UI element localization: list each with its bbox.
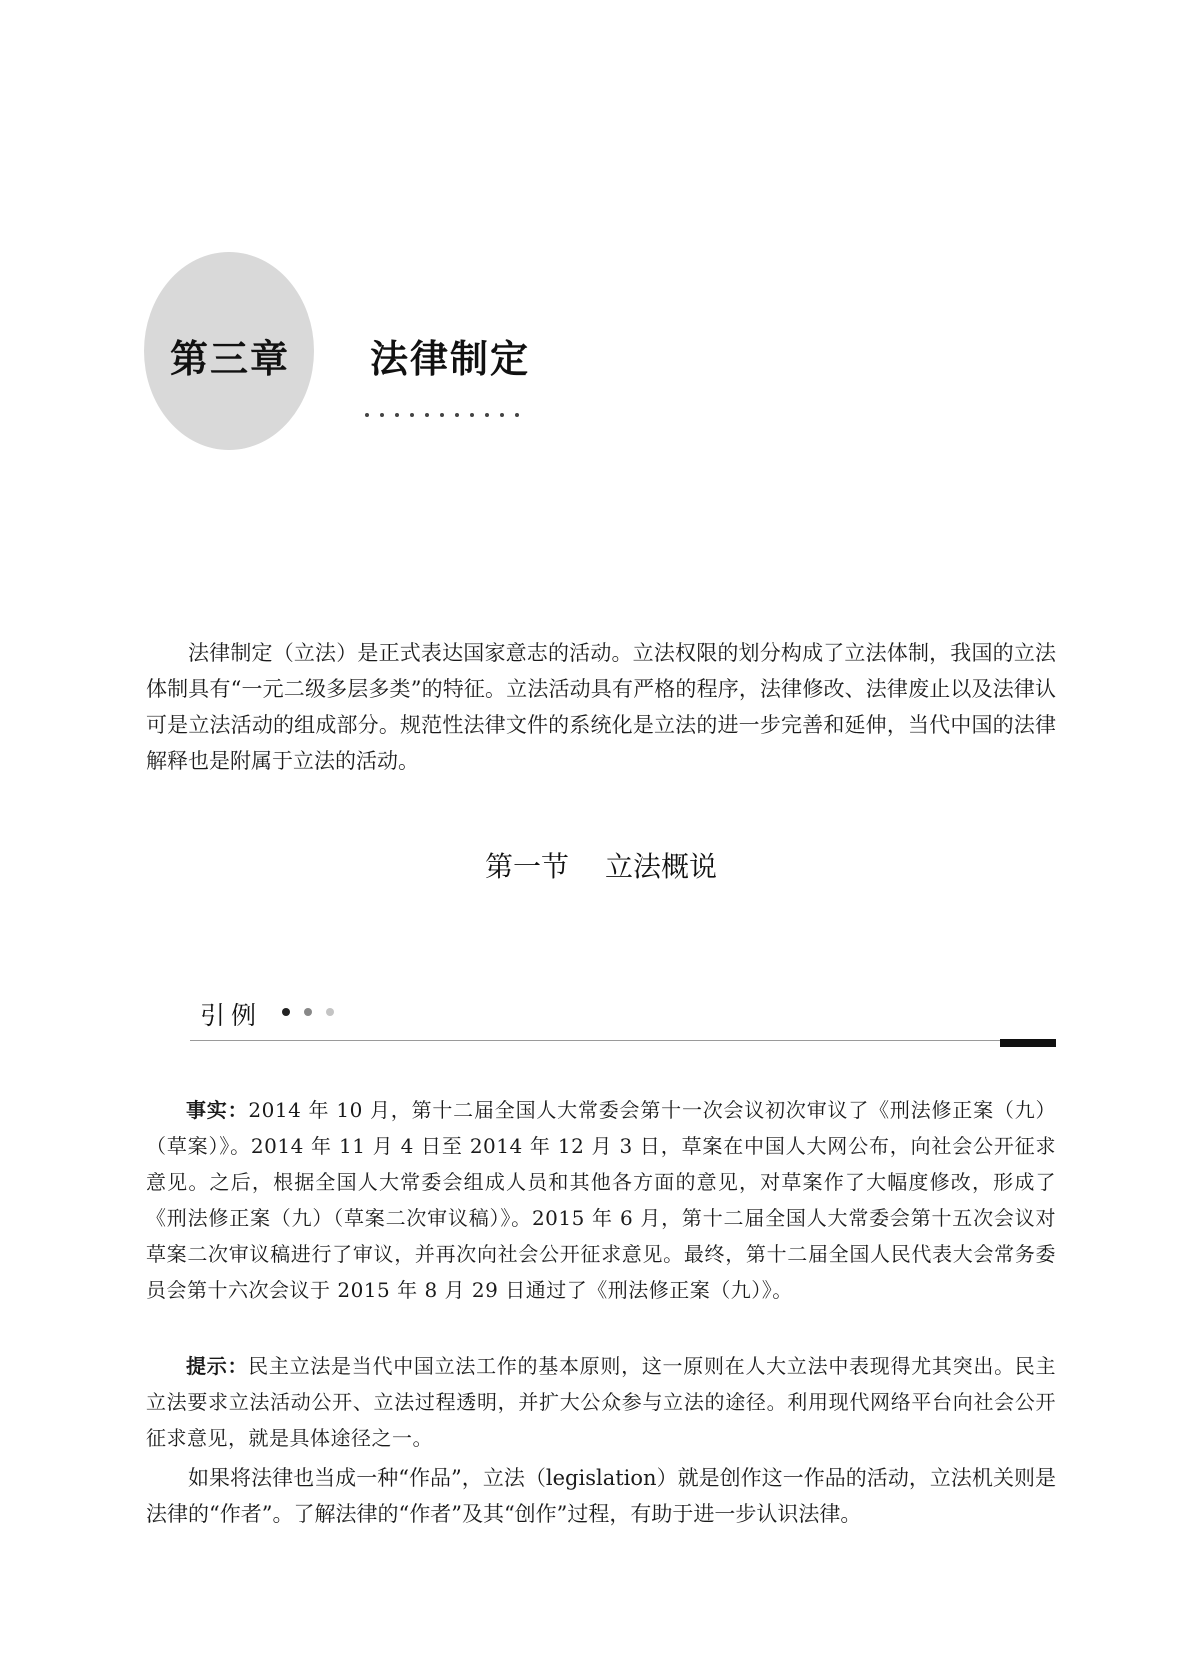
fact-text: 2014 年 10 月，第十二届全国人大常委会第十一次会议初次审议了《刑法修正案（九）（草案）》。2014 年 11 月 4 日至 2014 年 12 月 3 日，草案在中国人大网公布，向社会公开征求意见。之后，根据全国人大常委会组成人员和其他各方面的意见，对草案作了大幅度修改，形成了《刑法修正案（九）（草案二次审议稿）》。2015 年 6 月，第十二届全国人大常委会第十五次会议对草案二次审议稿进行了审议，并再次向社会公开征求意见。最终，第十二届全国人民代表大会常务委员会第十六次会议于 2015 年 8 月 29 日通过了《刑法修正案（九）》。 [146, 1098, 1056, 1302]
case-label: 引例 [200, 1001, 263, 1030]
case-hint-paragraph [146, 1348, 1056, 1456]
chapter-title: 法律制定 [370, 336, 531, 381]
case-fact-paragraph [146, 1092, 1056, 1308]
case-dots [282, 1008, 334, 1016]
section-name: 立法概说 [605, 850, 718, 883]
section-number: 第一节 [484, 850, 569, 883]
fact-label: 事实： [186, 1098, 249, 1122]
hint-text: 民主立法是当代中国立法工作的基本原则，这一原则在人大立法中表现得尤其突出。民主立法要求立法活动公开、立法过程透明，并扩大公众参与立法的途径。利用现代网络平台向社会公开征求意见，就是具体途径之一。 [146, 1354, 1057, 1450]
chapter-number: 第三章 [170, 336, 291, 381]
case-divider-accent [1000, 1039, 1056, 1047]
outro-paragraph: 如果将法律也当成一种“作品”，立法（legislation）就是创作这一作品的活动，立法机关则是法律的“作者”。了解法律的“作者”及其“创作”过程，有助于进一步认识法律。 [146, 1466, 1056, 1526]
intro-paragraph: 法律制定（立法）是正式表达国家意志的活动。立法权限的划分构成了立法体制，我国的立法体制具有“一元二级多层多类”的特征。立法活动具有严格的程序，法律修改、法律废止以及法律认可是立法活动的组成部分。规范性法律文件的系统化是立法的进一步完善和延伸，当代中国的法律解释也是附属于立法的活动。 [146, 641, 1056, 773]
section-title [0, 845, 1202, 885]
hint-label: 提示： [186, 1354, 249, 1378]
case-divider [190, 1040, 1056, 1041]
chapter-dots-divider [365, 413, 519, 417]
